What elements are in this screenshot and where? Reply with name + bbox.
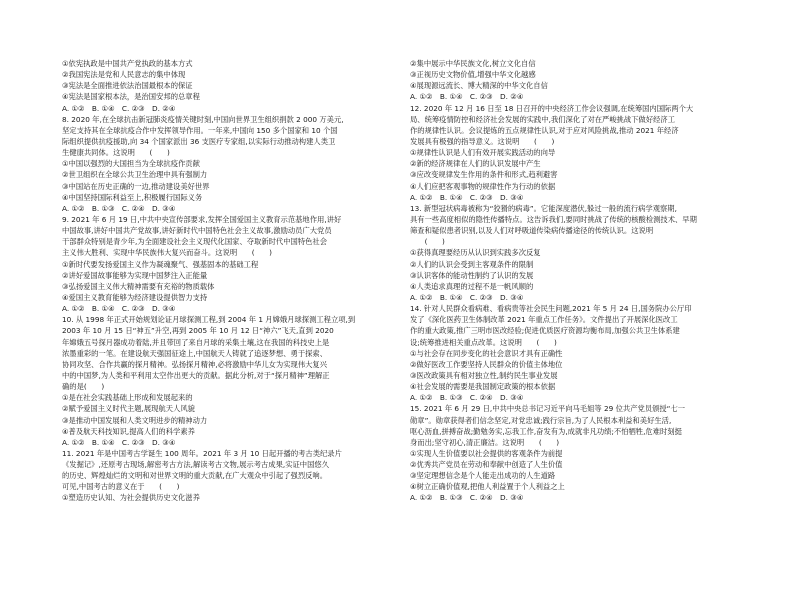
text-line: ④社会发展的需要是我国制定政策的根本依据 [410,382,556,392]
text-line: ②世卫组织在全球公共卫生治理中具有强制力 [62,170,208,180]
text-line: 干部群众特别是青少年,为全面建设社会主义现代化国家、夺取新时代中国特色社会 [62,237,328,247]
text-line: 10. 从 1998 年正式开始规划论证月球探测工程,到 2004 年 1 月嫦娥月球探测工程立项,到 [62,315,356,325]
text-line: 生健康共同体。这说明 ( ) [62,148,170,158]
text-line: A. ①② B. ①④ C. ②③ D. ②④ [62,103,176,113]
text-line: ③是推动中国发展和人类文明进步的精神动力 [62,415,208,425]
text-line: ④展现源远流长、博大精深的中华文化自信 [410,81,548,91]
text-line: 坚定支持其在全球抗疫合作中发挥领导作用。一年来,中国向 150 多个国家和 10 个国 [62,125,338,135]
text-line: 身而出;坚守初心,清正廉洁。这说明 ( ) [410,437,560,447]
text-line: ①与社会存在同步变化的社会意识才具有正确性 [410,348,563,358]
text-line: ②赋予爱国主义时代主题,展现航天人风貌 [62,404,195,414]
text-line: A. ①② B. ①③ C. ②④ D. ③④ [410,393,524,403]
text-line: A. ①② B. ①④ C. ②③ D. ③④ [62,304,176,314]
right-column [410,58,738,504]
text-line: ④中国坚持国际利益至上,积极履行国际义务 [62,192,203,202]
text-line: 确的是( ) [62,382,105,392]
text-line: 11. 2021 年是中国考古学诞生 100 周年。2021 年 3 月 10 日起开播的考古类纪录片 [62,448,342,458]
text-line: 《发掘记》,还原考古现场,解密考古方法,解读考古文物,展示考古成果,实证中国悠久 [62,460,329,470]
text-line: 中国故事,讲好中国共产党故事,讲好新时代中国特色社会主义故事,激励动员广大党员 [62,226,332,236]
text-line: 局、统筹疫情防控和经济社会发展的实践中,我们深化了对在严峻挑战下做好经济工 [410,114,676,124]
text-line: ②人们的认识会受到主客观条件的限制 [410,259,534,269]
text-line: ③医改政策具有相对独立性,制约民生事业发展 [410,370,558,380]
text-line: A. ①② B. ①④ C. ②③ D. ③④ [62,437,176,447]
text-line: ( ) [410,237,445,247]
text-line: 浓墨重彩的一笔。在建设航天强国征途上,中国航天人铸就了追逐梦想、勇于探索、 [62,348,328,358]
text-line: 勋章”。勋章获得者们信念坚定,对党忠诚;践行宗旨,为了人民根本利益和美好生活, [410,415,672,425]
text-line: A. ①② B. ①④ C. ②③ D. ③④ [410,292,524,302]
text-line: 15. 2021 年 6 月 29 日,中共中央总书记习近平向马毛姐等 29 位共产党员颁授“七一 [410,404,686,414]
text-line: ②新的经济规律在人们的认识发展中产生 [410,159,541,169]
text-line: ③应改变规律发生作用的条件和形式,趋利避害 [410,170,558,180]
text-line: 协同攻坚、合作共赢的探月精神。弘扬探月精神,必将激励中华儿女为实现伟大复兴 [62,359,328,369]
text-line: A. ①② B. ①④ C. ②③ D. ③④ [410,192,524,202]
text-line: ①规律性认识是人们有效开展实践活动的向导 [410,148,556,158]
text-line: ③中国站在历史正确的一边,推动建设美好世界 [62,181,210,191]
text-line: 际组织提供抗疫援助,向 34 个国家派出 36 支医疗专家组,以实际行动推动构建人类卫 [62,136,336,146]
text-line: ①中国以强烈的大国担当为全球抗疫作贡献 [62,159,200,169]
text-line: 具有一些高度相似的隐性传播特点。这告诉我们,要同时挑战了传统的核酸检测技术、早期 [410,214,697,224]
text-line: ④人们应把客观事物的规律性作为行动的依据 [410,181,556,191]
text-line: ④普及航天科技知识,提高人们的科学素养 [62,426,195,436]
text-line: ③认识客体的能动性制约了认识的发展 [410,270,534,280]
text-line: 年嫦娥五号探月器成功着陆,并且带回了来自月球的采集土壤,这在我国的科技史上是 [62,337,330,347]
text-line: 作的规律性认识。会议提炼的五点规律性认识,对于应对风险挑战,推动 2021 年经济 [410,125,679,135]
text-line: ③宪法是全面推进依法治国最根本的保证 [62,81,193,91]
text-line: A. ①② B. ①③ C. ②④ D. ③④ [410,493,524,503]
text-line: ①新时代要发扬爱国主义作为凝魂聚气、强基固本的基础工程 [62,259,259,269]
text-line: ②我国宪法是党和人民意志的集中体现 [62,70,186,80]
text-line: ①塑造历史认知、为社会提供历史文化滋养 [62,493,200,503]
text-line: ②集中展示中华民族文化,树立文化自信 [410,59,536,68]
text-line: 呕心沥血,拼搏奋战;勤勉务实,忘我工作,奋发有为,成就非凡功绩;不怕牺牲,危难时刻挺 [410,426,682,436]
text-line: 筛查和疑似患者识别,以及人们对呼吸道传染病传播途径的传统认识。这说明 [410,226,654,236]
text-line: A. ①② B. ①④ C. ②③ D. ②④ [410,92,524,102]
text-line: 设;统筹推进相关重点改革。这说明 ( ) [410,337,557,347]
text-line: 14. 针对人民群众看病难、看病贵等社会民生问题,2021 年 5 月 24 日,国务院办公厅印 [410,304,692,314]
text-line: 的历史、辉煌灿烂的文明和对世界文明的重大贡献,在广大观众中引起了强烈反响。 [62,471,328,481]
text-line: ③坚定理想信念是个人能走出成功的人生道路 [410,471,556,481]
text-line: 13. 新型冠状病毒被称为“狡猾的病毒”。它能深度潜伏,躲过一般的流行病学观察期, [410,203,677,213]
text-line: ②优秀共产党员在劳动和奉献中创造了人生价值 [410,460,563,470]
text-line: 9. 2021 年 6 月 19 日,中共中央宣传部要求,发挥全国爱国主义教育示范基地作用,讲好 [62,214,342,224]
text-line: ④人类追求真理的过程不是一帆风顺的 [410,281,534,291]
text-line: ①获得真理要经历从认识到实践多次反复 [410,248,541,258]
text-line: 2003 年 10 月 15 日“神五”升空,再到 2005 年 10 月 12 日“神六”飞天,直到 2020 [62,326,334,336]
text-line: ④宪法是国家根本法，是治国安邦的总章程 [62,92,200,102]
text-line: 作的重大政策,推广三明市医改经验;促进优质医疗资源均衡布局,加强公共卫生体系建 [410,326,680,336]
text-line: ④树立正确价值观,把他人利益置于个人利益之上 [410,482,565,492]
text-line: 中的中国梦,为人类和平利用太空作出更大的贡献。据此分析,对于“探月精神”理解正 [62,370,330,380]
text-line: ②做好医改工作要坚持人民群众的价值主体地位 [410,359,563,369]
text-line: 发展具有极强的指导意义。这说明 ( ) [410,136,555,146]
text-line: 12. 2020 年 12 月 16 日至 18 日召开的中央经济工作会议强调,在统筹国内国际两个大 [410,103,694,113]
text-line: ①依宪执政是中国共产党执政的基本方式 [62,59,193,68]
text-line: ②讲好爱国故事能够为实现中国梦注入正能量 [62,270,208,280]
text-line: 发了《深化医药卫生体制改革 2021 年重点工作任务》。文件提出了开展深化医改工 [410,315,678,325]
text-line: ③正视历史文物价值,增强中华文化越感 [410,70,536,80]
text-line: 可见,中国考古的意义在于 ( ) [62,482,180,492]
text-line: 8. 2020 年,在全球抗击新冠肺炎疫情关键时刻,中国向世界卫生组织捐款 2 000 万美元, [62,114,344,124]
text-line: ①是在社会实践基础上形成和发展起来的 [62,393,193,403]
text-line: 主义伟大胜利、实现中华民族伟大复兴而奋斗。这说明 ( ) [62,248,273,258]
left-column [62,58,390,504]
text-line: ①实现人生价值要以社会提供的客观条件为前提 [410,448,563,458]
text-line: A. ①② B. ①③ C. ②④ D. ③④ [62,203,176,213]
text-line: ④爱国主义教育能够为经济建设提供智力支持 [62,292,208,302]
text-line: ③弘扬爱国主义伟大精神需要有充裕的物质载体 [62,281,215,291]
